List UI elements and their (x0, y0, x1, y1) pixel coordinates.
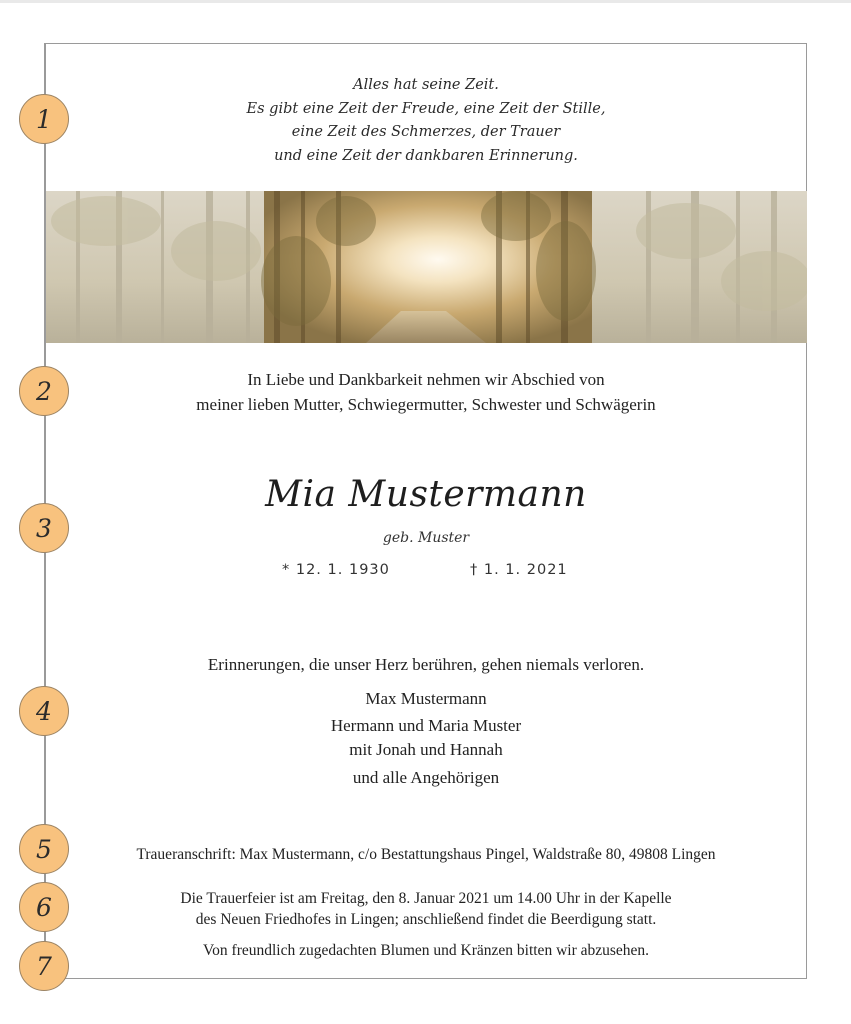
section-marker-4: 4 (19, 686, 69, 736)
service-line-1: Die Trauerfeier ist am Freitag, den 8. Januar 2021 um 14.00 Uhr in der Kapelle (180, 890, 672, 907)
section-marker-2: 2 (19, 366, 69, 416)
intro-line-1: In Liebe und Dankbarkeit nehmen wir Abschied von (247, 370, 605, 389)
top-strip (0, 0, 851, 3)
mourning-address: Traueranschrift: Max Mustermann, c/o Bestattungshaus Pingel, Waldstraße 80, 49808 Lingen (136, 846, 716, 863)
section-marker-1: 1 (19, 94, 69, 144)
family-line-1: Max Mustermann (365, 689, 487, 708)
family-line-2: Hermann und Maria Muster (330, 716, 522, 735)
birth-date: * 12. 1. 1930 (282, 562, 390, 578)
poem-line-3: eine Zeit des Schmerzes, der Trauer (291, 124, 561, 140)
section-marker-3: 3 (19, 503, 69, 553)
section-marker-6: 6 (19, 882, 69, 932)
intro-text (45, 368, 807, 417)
poem-line-4: und eine Zeit der dankbaren Erinnerung. (274, 147, 578, 164)
forest-banner-image (46, 191, 807, 343)
funeral-service-info (45, 888, 807, 930)
family-line-3: mit Jonah und Hannah (349, 740, 503, 759)
deceased-name: Mia Mustermann (265, 474, 587, 515)
death-date: † 1. 1. 2021 (470, 562, 568, 578)
memorial-quote: Erinnerungen, die unser Herz berühren, gehen niemals verloren. (207, 655, 645, 674)
family-line-4: und alle Angehörigen (352, 768, 500, 787)
poem-line-2: Es gibt eine Zeit der Freude, eine Zeit der Stille, (246, 100, 606, 117)
flowers-note: Von freundlich zugedachten Blumen und Kränzen bitten wir abzusehen. (202, 942, 650, 959)
maiden-name: geb. Muster (382, 530, 470, 546)
section-marker-7: 7 (19, 941, 69, 991)
section-marker-5: 5 (19, 824, 69, 874)
poem (45, 74, 807, 168)
intro-line-2: meiner lieben Mutter, Schwiegermutter, Schwester und Schwägerin (196, 394, 656, 414)
service-line-2: des Neuen Friedhofes in Lingen; anschließend findet die Beerdigung statt. (195, 911, 657, 928)
poem-line-1: Alles hat seine Zeit. (353, 77, 499, 93)
